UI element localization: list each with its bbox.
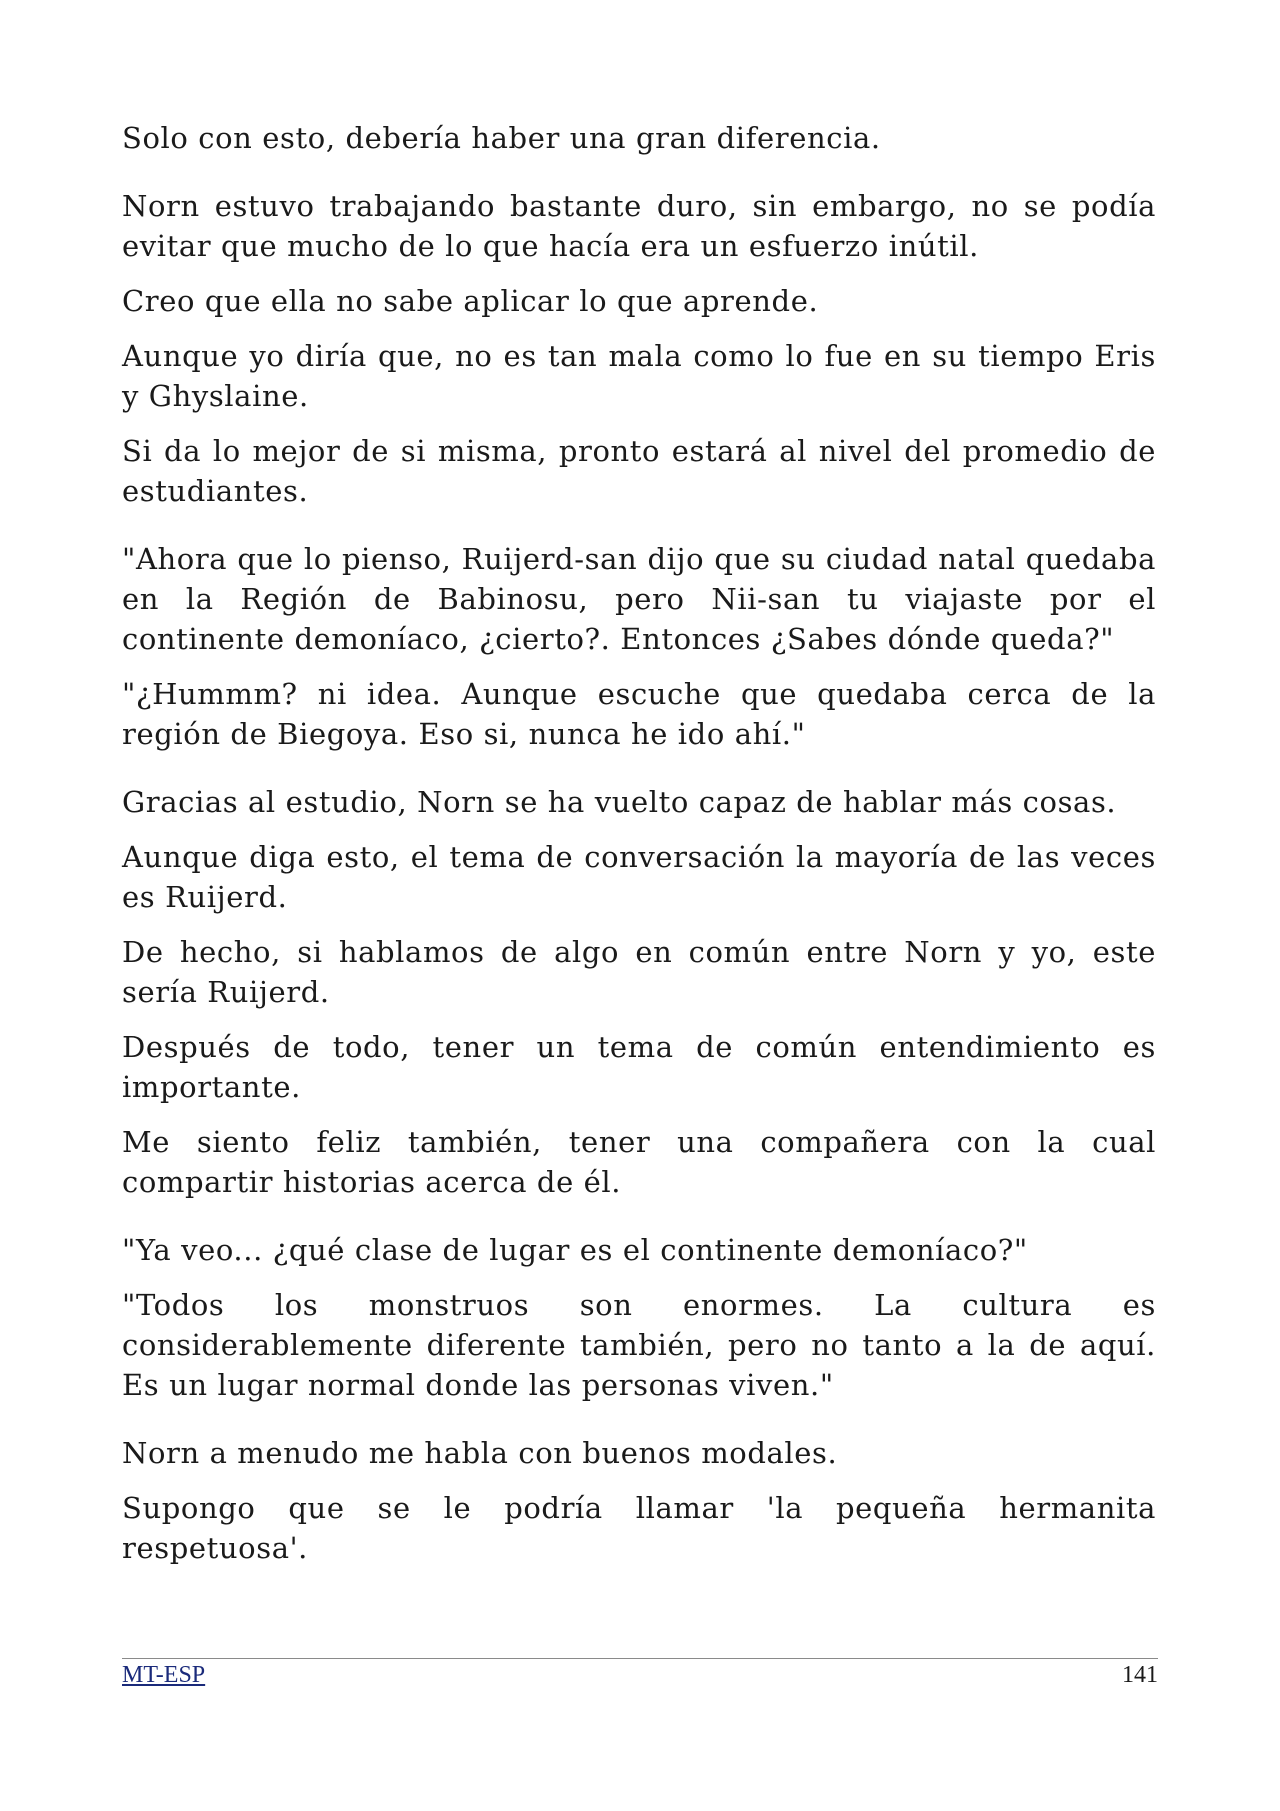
paragraph: "Ahora que lo pienso, Ruijerd-san dijo que su ciudad natal quedaba en la Región de Babinosu, pero Nii-san tu viajaste por el continente demoníaco, ¿cierto?. Entonces ¿Sabes dónde queda?" — [122, 542, 1156, 656]
paragraph: Norn estuvo trabajando bastante duro, sin embargo, no se podía evitar que mucho de lo que hacía era un esfuerzo inútil. — [122, 189, 1156, 263]
paragraph: Aunque yo diría que, no es tan mala como lo fue en su tiempo Eris y Ghyslaine. — [122, 339, 1156, 413]
paragraph: Aunque diga esto, el tema de conversación la mayoría de las veces es Ruijerd. — [122, 840, 1156, 914]
paragraph: Norn a menudo me habla con buenos modales. — [122, 1436, 838, 1470]
paragraph: Creo que ella no sabe aplicar lo que aprende. — [122, 284, 819, 318]
footer-divider — [122, 1658, 1158, 1659]
paragraph: "Ya veo... ¿qué clase de lugar es el continente demoníaco?" — [122, 1233, 1028, 1267]
paragraph: Me siento feliz también, tener una compañera con la cual compartir historias acerca de él. — [122, 1125, 1156, 1199]
paragraph: De hecho, si hablamos de algo en común entre Norn y yo, este sería Ruijerd. — [122, 935, 1156, 1009]
paragraph: "Todos los monstruos son enormes. La cultura es considerablemente diferente también, pero no tanto a la de aquí. Es un lugar normal donde las personas viven." — [122, 1288, 1156, 1402]
paragraph: Después de todo, tener un tema de común entendimiento es importante. — [122, 1030, 1156, 1104]
page-body-text — [122, 118, 1156, 1583]
paragraph: Supongo que se le podría llamar 'la pequeña hermanita respetuosa'. — [122, 1491, 1156, 1565]
paragraph: Solo con esto, debería haber una gran diferencia. — [122, 121, 881, 155]
footer-link[interactable]: MT-ESP — [122, 1662, 206, 1688]
paragraph: Si da lo mejor de si misma, pronto estará al nivel del promedio de estudiantes. — [122, 434, 1156, 508]
paragraph: "¿Hummm? ni idea. Aunque escuche que quedaba cerca de la región de Biegoya. Eso si, nunca he ido ahí." — [122, 677, 1156, 751]
page-number: 141 — [1122, 1662, 1158, 1688]
paragraph: Gracias al estudio, Norn se ha vuelto capaz de hablar más cosas. — [122, 785, 1117, 819]
